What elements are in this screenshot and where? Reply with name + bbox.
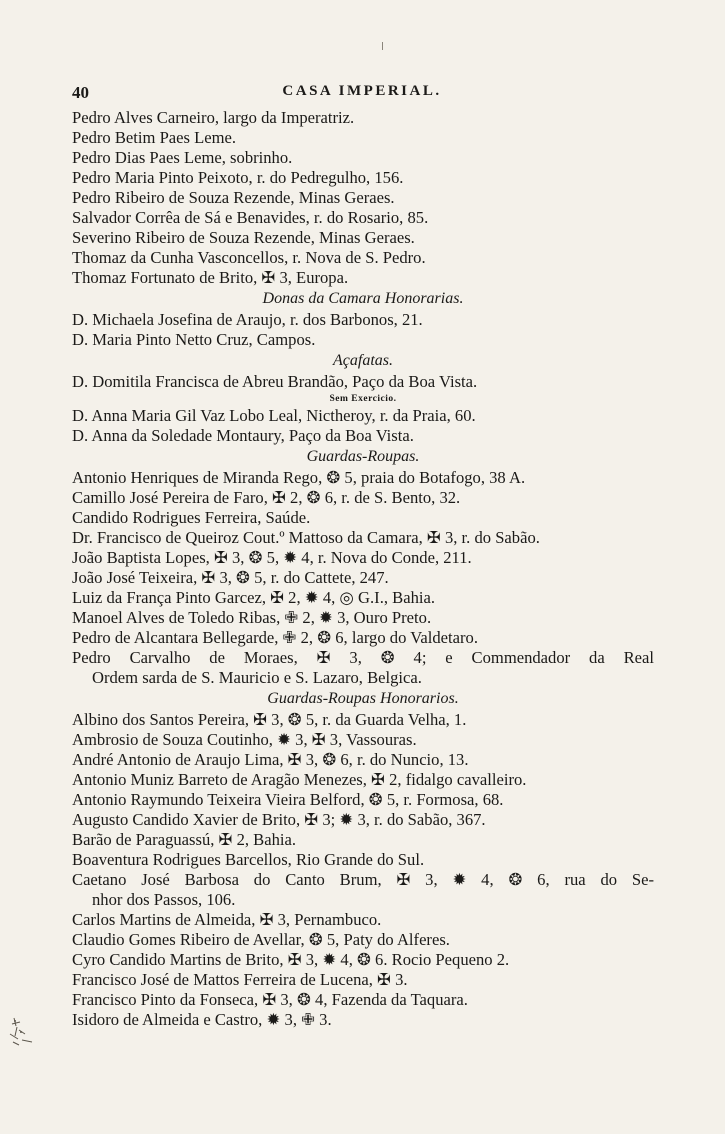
list-entry: D. Anna Maria Gil Vaz Lobo Leal, Nictheroy, r. da Praia, 60. xyxy=(72,406,476,425)
list-entry: João Baptista Lopes, ✠ 3, ❂ 5, ✹ 4, r. Nova do Conde, 211. xyxy=(72,548,472,567)
list-entry: Augusto Candido Xavier de Brito, ✠ 3; ✹ 3, r. do Sabão, 367. xyxy=(72,810,486,829)
list-entry: Pedro Maria Pinto Peixoto, r. do Pedregulho, 156. xyxy=(72,168,404,187)
list-entry: Cyro Candido Martins de Brito, ✠ 3, ✹ 4, ❂ 6. Rocio Pequeno 2. xyxy=(72,950,510,969)
list-entry: André Antonio de Araujo Lima, ✠ 3, ❂ 6, r. do Nuncio, 13. xyxy=(72,750,469,769)
list-entry-continuation: nhor dos Passos, 106. xyxy=(92,890,236,909)
list-entry: Antonio Henriques de Miranda Rego, ❂ 5, praia do Botafogo, 38 A. xyxy=(72,468,526,487)
list-entry: Pedro Alves Carneiro, largo da Imperatriz. xyxy=(72,108,355,127)
list-entry: Claudio Gomes Ribeiro de Avellar, ❂ 5, Paty do Alferes. xyxy=(72,930,450,949)
list-entry: Camillo José Pereira de Faro, ✠ 2, ❂ 6, r. de S. Bento, 32. xyxy=(72,488,461,507)
list-entry: Francisco José de Mattos Ferreira de Lucena, ✠ 3. xyxy=(72,970,408,989)
list-entry: Luiz da França Pinto Garcez, ✠ 2, ✹ 4, ◎ G.I., Bahia. xyxy=(72,588,435,607)
section-heading: Donas da Camara Honorarias. xyxy=(262,290,464,307)
print-mark xyxy=(382,42,383,50)
page-header xyxy=(72,83,652,105)
page-body xyxy=(72,108,654,1030)
margin-ink-mark-icon xyxy=(6,1012,36,1052)
page-number: 40 xyxy=(72,83,89,102)
list-entry: Candido Rodrigues Ferreira, Saúde. xyxy=(72,508,311,527)
list-entry: D. Michaela Josefina de Araujo, r. dos Barbonos, 21. xyxy=(72,310,423,329)
list-entry: Albino dos Santos Pereira, ✠ 3, ❂ 5, r. da Guarda Velha, 1. xyxy=(72,710,467,729)
section-heading: Guardas-Roupas. xyxy=(306,448,420,465)
list-entry: Isidoro de Almeida e Castro, ✹ 3, ✙ 3. xyxy=(72,1010,332,1029)
section-heading: Açafatas. xyxy=(333,352,393,369)
list-entry: Manoel Alves de Toledo Ribas, ✙ 2, ✹ 3, Ouro Preto. xyxy=(72,608,432,627)
list-entry-continuation: Ordem sarda de S. Mauricio e S. Lazaro, Belgica. xyxy=(92,668,422,687)
list-entry: Caetano José Barbosa do Canto Brum, ✠ 3, ✹ 4, ❂ 6, rua do Se- xyxy=(72,870,654,889)
list-entry: D. Anna da Soledade Montaury, Paço da Boa Vista. xyxy=(72,426,414,445)
section-heading: Guardas-Roupas Honorarios. xyxy=(267,690,459,707)
list-entry: D. Maria Pinto Netto Cruz, Campos. xyxy=(72,330,316,349)
list-entry: Thomaz da Cunha Vasconcellos, r. Nova de S. Pedro. xyxy=(72,248,426,267)
running-title: CASA IMPERIAL. xyxy=(282,83,442,99)
list-entry: Pedro de Alcantara Bellegarde, ✙ 2, ❂ 6, largo do Valdetaro. xyxy=(72,628,478,647)
list-entry: Pedro Betim Paes Leme. xyxy=(72,128,237,147)
list-entry: Pedro Carvalho de Moraes, ✠ 3, ❂ 4; e Commendador da Real xyxy=(72,648,654,667)
list-entry: Severino Ribeiro de Souza Rezende, Minas Geraes. xyxy=(72,228,415,247)
list-entry: Ambrosio de Souza Coutinho, ✹ 3, ✠ 3, Vassouras. xyxy=(72,730,417,749)
list-entry: Dr. Francisco de Queiroz Cout.º Mattoso da Camara, ✠ 3, r. do Sabão. xyxy=(72,528,540,547)
list-entry: D. Domitila Francisca de Abreu Brandão, Paço da Boa Vista. xyxy=(72,372,478,391)
list-entry: Carlos Martins de Almeida, ✠ 3, Pernambuco. xyxy=(72,910,382,929)
list-entry: Barão de Paraguassú, ✠ 2, Bahia. xyxy=(72,830,297,849)
list-entry: Francisco Pinto da Fonseca, ✠ 3, ❂ 4, Fazenda da Taquara. xyxy=(72,990,468,1009)
list-entry: Antonio Raymundo Teixeira Vieira Belford, ❂ 5, r. Formosa, 68. xyxy=(72,790,504,809)
list-entry: Antonio Muniz Barreto de Aragão Menezes, ✠ 2, fidalgo cavalleiro. xyxy=(72,770,527,789)
list-entry: João José Teixeira, ✠ 3, ❂ 5, r. do Cattete, 247. xyxy=(72,568,389,587)
list-entry: Salvador Corrêa de Sá e Benavides, r. do Rosario, 85. xyxy=(72,208,429,227)
list-entry: Pedro Dias Paes Leme, sobrinho. xyxy=(72,148,293,167)
list-entry: Boaventura Rodrigues Barcellos, Rio Grande do Sul. xyxy=(72,850,425,869)
list-entry: Thomaz Fortunato de Brito, ✠ 3, Europa. xyxy=(72,268,349,287)
list-entry: Pedro Ribeiro de Souza Rezende, Minas Geraes. xyxy=(72,188,395,207)
section-subheading: Sem Exercicio. xyxy=(329,394,397,404)
